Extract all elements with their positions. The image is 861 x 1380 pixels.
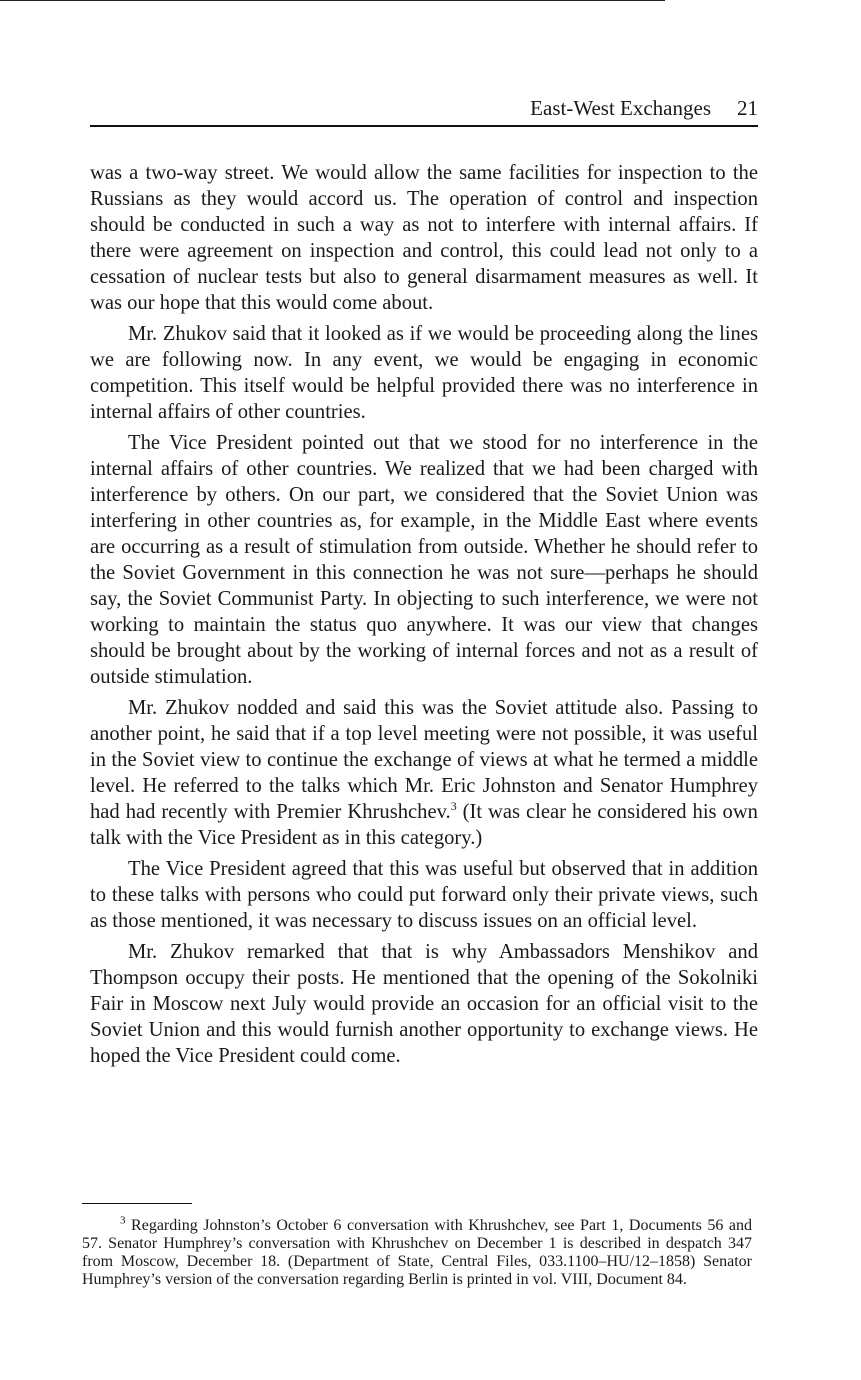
paragraph-4 <box>90 695 758 851</box>
paragraph-3: The Vice President pointed out that we stood for no interference in the internal affairs of other countries. We realized that we had been charged with interference by others. On our part, we considered that the Soviet Union was interfering in other countries as, for example, in the Middle East where events are occurring as a result of stimulation from outside. Whether he should refer to the Soviet Government in this connection he was not sure—perhaps he should say, the Soviet Communist Party. In objecting to such interference, we were not working to maintain the status quo anywhere. It was our view that changes should be brought about by the working of internal forces and not as a result of outside stimulation. <box>90 432 758 688</box>
paragraph-6: Mr. Zhukov remarked that that is why Ambassadors Menshikov and Thompson occupy their posts. He mentioned that the opening of the Sokolniki Fair in Moscow next July would provide an occasion for an official visit to the Soviet Union and this would furnish another opportunity to exchange views. He hoped the Vice President could come. <box>90 941 758 1067</box>
paragraph-5: The Vice President agreed that this was useful but observed that in addition to these talks with persons who could put forward only their private views, such as those mentioned, it was necessary to discuss issues on an official level. <box>90 858 758 932</box>
main-text <box>90 160 758 1074</box>
footnote-rule <box>82 1203 192 1204</box>
running-head <box>90 96 758 124</box>
paragraph-2: Mr. Zhukov said that it looked as if we would be proceeding along the lines we are following now. In any event, we would be engaging in economic competition. This itself would be helpful provided there was no interference in internal affairs of other countries. <box>90 323 758 423</box>
header-rule <box>90 125 758 127</box>
top-edge-rule <box>0 0 665 1</box>
footnote-text: Regarding Johnston’s October 6 conversation with Khrushchev, see Part 1, Documents 56 and 57. Senator Humphrey’s conversation with Khrushchev on December 1 is described in despatch 347 from Moscow, December 18. (Department of State, Central Files, 033.1100–HU/12–1858) Senator Humphrey’s version of the conversation regarding Berlin is printed in vol. VIII, Document 84. <box>82 1217 752 1288</box>
footnote-reference[interactable]: 3 <box>450 799 457 814</box>
running-title: East-West Exchanges <box>530 96 711 120</box>
footnote-paragraph <box>82 1214 752 1289</box>
footnote <box>82 1214 752 1289</box>
footnote-marker: 3 <box>120 1214 126 1227</box>
paragraph-4-text-a: Mr. Zhukov nodded and said this was the Soviet attitude also. Passing to another point, he said that if a top level meeting were not possible, it was useful in the Soviet view to continue the exchange of views at what he termed a middle level. He referred to the talks which Mr. Eric Johnston and Senator Humphrey had had recently with Premier Khrushchev. <box>90 697 758 823</box>
paragraph-1: was a two-way street. We would allow the same facilities for inspection to the Russians as they would accord us. The operation of control and inspection should be conducted in such a way as not to interfere with internal affairs. If there were agreement on inspection and control, this could lead not only to a cessation of nuclear tests but also to general disarmament measures as well. It was our hope that this would come about. <box>90 162 758 314</box>
page-number: 21 <box>737 96 758 120</box>
paragraph-4-text-b: (It was clear he considered his own talk with the Vice President as in this category.) <box>90 801 758 849</box>
